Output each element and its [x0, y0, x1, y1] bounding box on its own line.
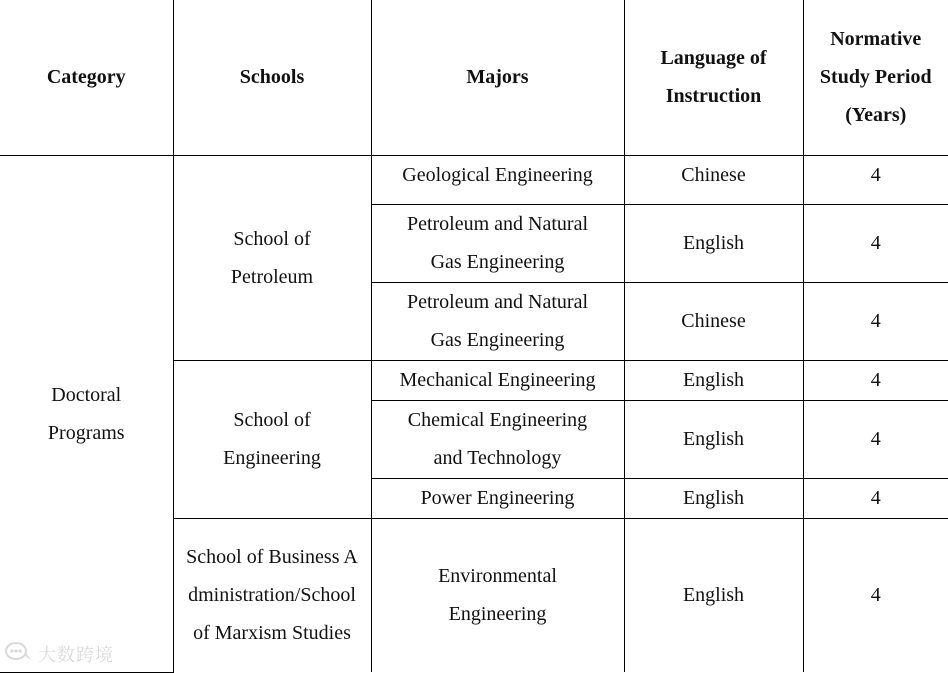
period-cell: 4: [803, 204, 948, 282]
language-cell: English: [624, 400, 803, 478]
major-cell: Petroleum and Natural Gas Engineering: [371, 204, 624, 282]
period-cell: 4: [803, 478, 948, 518]
chat-bubble-logo-icon: [4, 641, 34, 668]
major-cell: Petroleum and Natural Gas Engineering: [371, 282, 624, 360]
major-cell: Geological Engineering: [371, 155, 624, 204]
language-cell: English: [624, 360, 803, 400]
period-cell: 4: [803, 155, 948, 204]
period-cell: 4: [803, 360, 948, 400]
period-cell: 4: [803, 400, 948, 478]
period-cell: 4: [803, 518, 948, 672]
category-cell: Doctoral Programs: [0, 155, 173, 672]
major-cell: Mechanical Engineering: [371, 360, 624, 400]
period-cell: 4: [803, 282, 948, 360]
watermark-text: 大数跨境: [38, 645, 114, 666]
header-majors: Majors: [371, 0, 624, 155]
school-cell: School of Petroleum: [173, 155, 371, 360]
school-cell: School of Business Administration/School of Marxism Studies: [173, 518, 371, 672]
major-cell: Chemical Engineering and Technology: [371, 400, 624, 478]
language-cell: English: [624, 518, 803, 672]
header-row: [0, 0, 948, 155]
header-language: Language of Instruction: [624, 0, 803, 155]
table-row: [0, 155, 948, 204]
language-cell: English: [624, 204, 803, 282]
language-cell: Chinese: [624, 155, 803, 204]
major-cell: Environmental Engineering: [371, 518, 624, 672]
major-cell: Power Engineering: [371, 478, 624, 518]
school-cell: School of Engineering: [173, 360, 371, 518]
header-study-period: Normative Study Period (Years): [803, 0, 948, 155]
header-schools: Schools: [173, 0, 371, 155]
language-cell: Chinese: [624, 282, 803, 360]
header-category: Category: [0, 0, 173, 155]
language-cell: English: [624, 478, 803, 518]
watermark: [4, 640, 114, 668]
